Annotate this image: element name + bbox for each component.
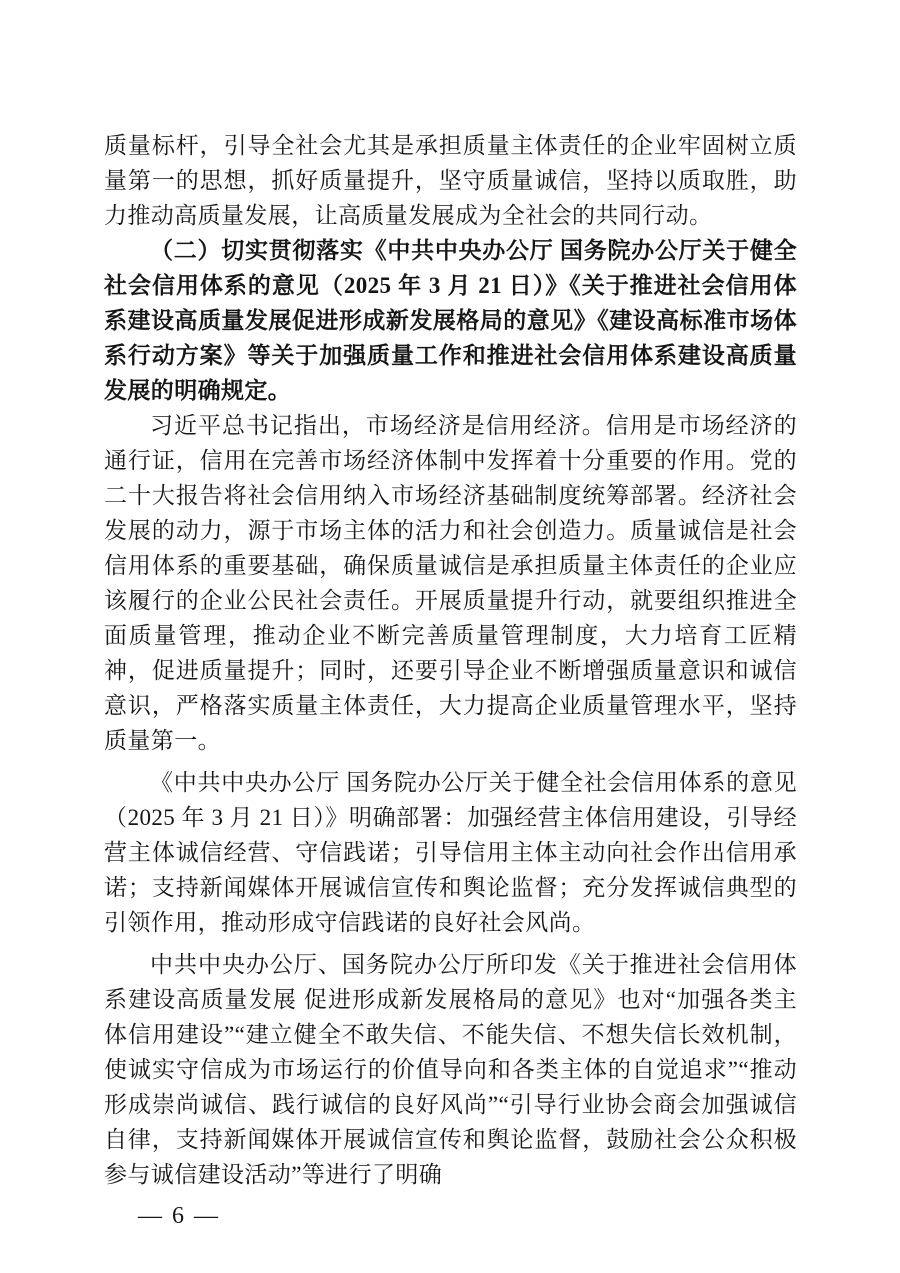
section-heading-paragraph: （二）切实贯彻落实《中共中央办公厅 国务院办公厅关于健全社会信用体系的意见（2025 年 3 月 21 日）》《关于推进社会信用体系建设高质量发展促进形成新发展格局的意见》《建设高标准市场体系行动方案》等关于加强质量工作和推进社会信用体系建设高质量发展的明确规定。 [104,238,797,403]
document-body [104,128,797,1192]
page-number: — 6 — [138,1203,220,1229]
body-paragraph: 《中共中央办公厅 国务院办公厅关于健全社会信用体系的意见（2025 年 3 月 21 日）》明确部署：加强经营主体信用建设，引导经营主体诚信经营、守信践诺；引导信用主体主动向社会作出信用承诺；支持新闻媒体开展诚信宣传和舆论监督；充分发挥诚信典型的引领作用，推动形成守信践诺的良好社会风尚。 [104,770,797,935]
body-paragraph: 中共中央办公厅、国务院办公厅所印发《关于推进社会信用体系建设高质量发展 促进形成新发展格局的意见》也对“加强各类主体信用建设”“建立健全不敢失信、不能失信、不想失信长效机制，使诚实守信成为市场运行的价值导向和各类主体的自觉追求”“推动形成崇尚诚信、践行诚信的良好风尚”“引导行业协会商会加强诚信自律，支持新闻媒体开展诚信宣传和舆论监督，鼓励社会公众积极参与诚信建设活动”等进行了明确 [104,952,797,1187]
body-paragraph: 质量标杆，引导全社会尤其是承担质量主体责任的企业牢固树立质量第一的思想，抓好质量提升，坚守质量诚信，坚持以质取胜，助力推动高质量发展，让高质量发展成为全社会的共同行动。 [104,133,797,228]
body-paragraph: 习近平总书记指出，市场经济是信用经济。信用是市场经济的通行证，信用在完善市场经济体制中发挥着十分重要的作用。党的二十大报告将社会信用纳入市场经济基础制度统筹部署。经济社会发展的动力，源于市场主体的活力和社会创造力。质量诚信是社会信用体系的重要基础，确保质量诚信是承担质量主体责任的企业应该履行的企业公民社会责任。开展质量提升行动，就要组织推进全面质量管理，推动企业不断完善质量管理制度，大力培育工匠精神，促进质量提升；同时，还要引导企业不断增强质量意识和诚信意识，严格落实质量主体责任，大力提高企业质量管理水平，坚持质量第一。 [104,413,797,753]
